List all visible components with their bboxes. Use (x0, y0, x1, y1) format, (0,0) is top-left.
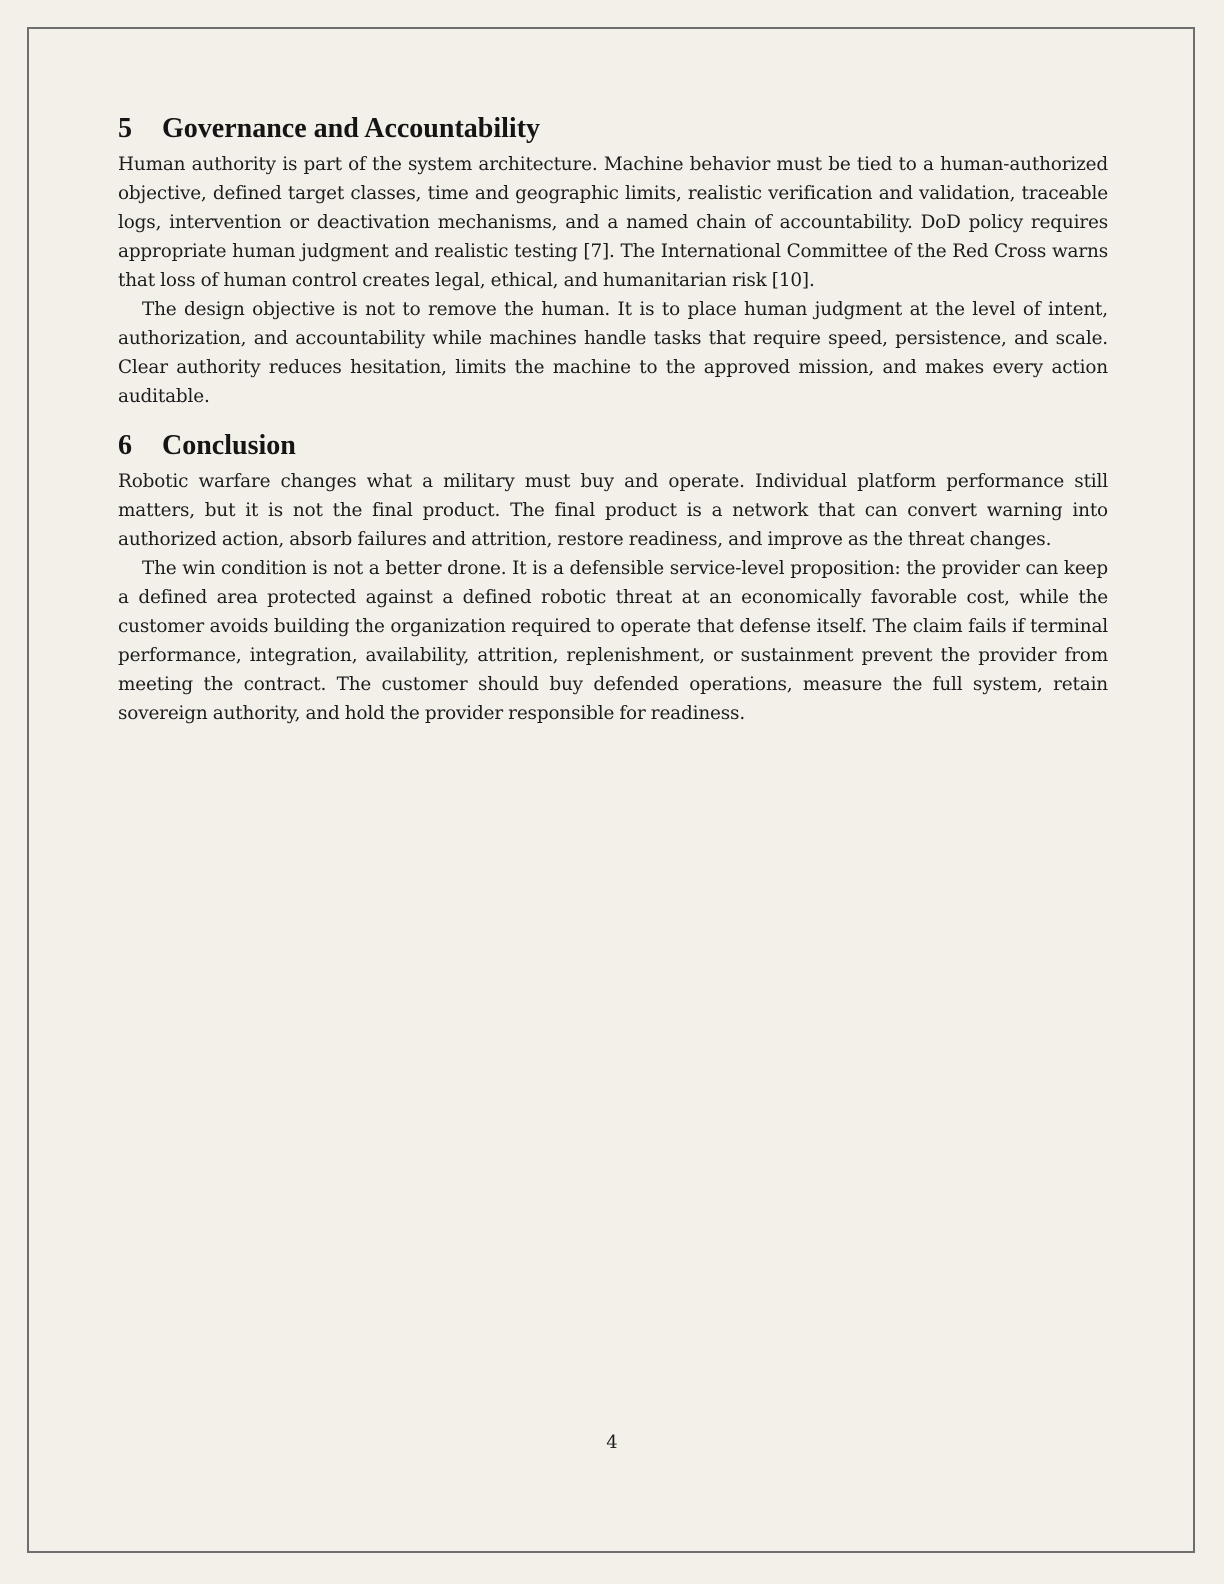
section-conclusion (118, 429, 1108, 728)
section-title: Conclusion (162, 430, 296, 461)
section-governance (118, 112, 1108, 411)
section-heading (118, 429, 1108, 463)
document-body (118, 112, 1108, 746)
section-heading (118, 112, 1108, 146)
section-number: 6 (118, 430, 132, 461)
page-number: 4 (606, 1432, 618, 1453)
section-title: Governance and Accountability (162, 113, 541, 144)
paragraph: The design objective is not to remove the human. It is to place human judgment at the level of intent, authorization, and accountability while machines handle tasks that require speed, persistence, and scale. Clear authority reduces hesitation, limits the machine to the approved mission, and makes every action auditable. (118, 299, 1108, 407)
paragraph: Human authority is part of the system architecture. Machine behavior must be tied to a human-authorized objective, defined target classes, time and geographic limits, realistic verification and validation, traceable logs, intervention or deactivation mechanisms, and a named chain of accountability. DoD policy requires appropriate human judgment and realistic testing [7]. The International Committee of the Red Cross warns that loss of human control creates legal, ethical, and humanitarian risk [10]. (118, 154, 1108, 291)
paragraph: Robotic warfare changes what a military must buy and operate. Individual platform performance still matters, but it is not the final product. The final product is a network that can convert warning into authorized action, absorb failures and attrition, restore readiness, and improve as the threat changes. (118, 471, 1108, 550)
section-number: 5 (118, 113, 132, 144)
paragraph: The win condition is not a better drone. It is a defensible service-level proposition: the provider can keep a defined area protected against a defined robotic threat at an economically favorable cost, while the customer avoids building the organization required to operate that defense itself. The claim fails if terminal performance, integration, availability, attrition, replenishment, or sustainment prevent the provider from meeting the contract. The customer should buy defended operations, measure the full system, retain sovereign authority, and hold the provider responsible for readiness. (118, 558, 1108, 724)
